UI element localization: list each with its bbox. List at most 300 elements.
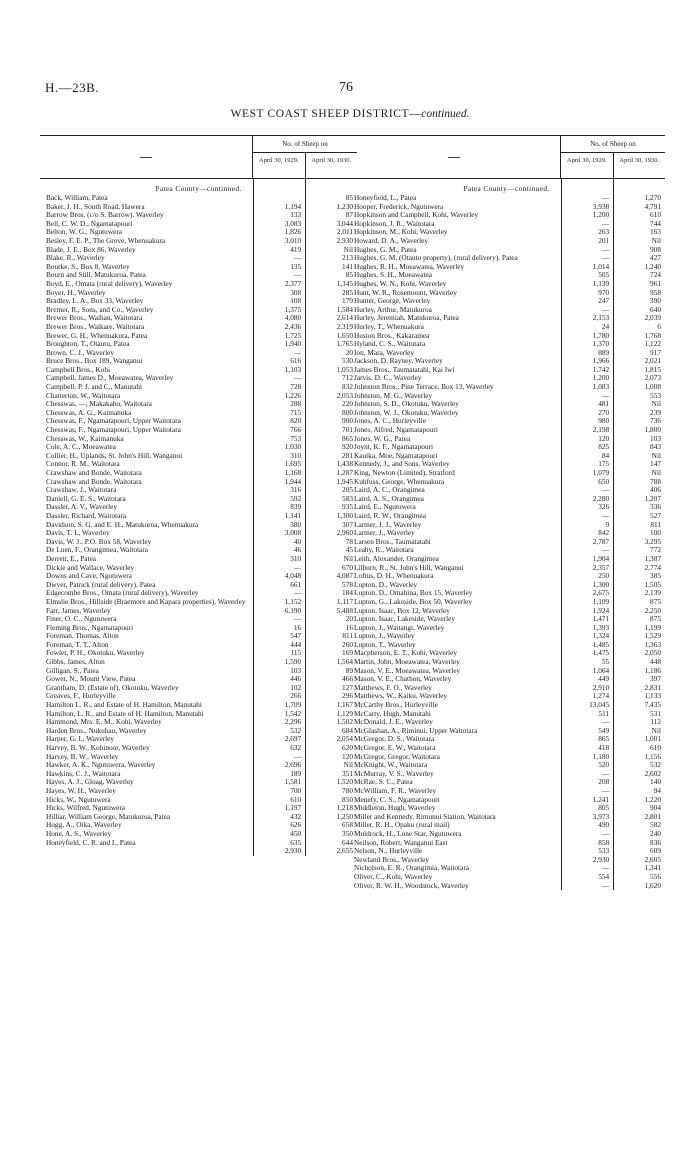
sheep-1929: 308 [290, 287, 302, 297]
sheep-1930: 811 [342, 631, 353, 641]
sheep-1929: — [293, 253, 302, 263]
sheep-1929: — [601, 244, 610, 254]
sheep-1929: 1,826 [284, 227, 302, 237]
owner-name: Matthews, F. O., Waverley [354, 682, 432, 692]
right-table [348, 135, 665, 890]
owner-name: Boyer, H., Waverley [46, 287, 106, 297]
owner-name: Nelson, N., Hurleyville [354, 846, 423, 856]
sheep-1930: 1,438 [336, 459, 353, 469]
sheep-1929: 3,083 [284, 218, 302, 228]
sheep-1929: 2,697 [284, 734, 302, 744]
owner-name: Oliver, C., Kohi, Waverley [354, 871, 433, 881]
sheep-1929: — [601, 863, 610, 873]
sheep-1930: 1,129 [336, 708, 353, 718]
sheep-1930: 1,800 [644, 425, 661, 435]
sheep-1929: 4,080 [284, 313, 302, 323]
sheep-1930: 2,655 [336, 846, 353, 856]
sheep-1930: 1,945 [336, 476, 353, 486]
sheep-1929: 432 [290, 811, 302, 821]
owner-name: Bourn and Still, Matukuroa, Patea [46, 270, 146, 280]
sheep-1930: Nil [343, 553, 353, 563]
sheep-1930: 736 [650, 416, 661, 426]
sheep-1930: 875 [650, 596, 661, 606]
owner-name: Crawshaw and Bonde, Waitotara [46, 476, 142, 486]
sheep-1929: 532 [290, 725, 302, 735]
owner-name: Broughton, T., Otautu, Patea [46, 339, 130, 349]
sheep-1929: 13,045 [589, 700, 610, 710]
owner-name: Hayes, W. H., Waverley [46, 785, 117, 795]
owner-name: Elmslie Bros., Hillside (Braemore and Kapara properties), Waverley [46, 596, 246, 606]
sheep-1930: 1,584 [336, 304, 353, 314]
owner-name: Connor, R. M., Waitotara [46, 459, 120, 469]
owner-name: Jones, A. C., Hurleyville [354, 416, 426, 426]
sheep-1929: 2,930 [284, 846, 302, 856]
sheep-1929: 700 [290, 785, 302, 795]
sheep-1929: 2,153 [592, 313, 610, 323]
sheep-1930: 670 [342, 562, 353, 572]
sheep-1930: 556 [650, 871, 661, 881]
sheep-1930: 220 [342, 399, 353, 409]
owner-name: Gibbs, James, Alton [46, 657, 105, 667]
sheep-1929: 135 [290, 261, 302, 271]
owner-name: Hicks, Wilfred, Ngutuwera [46, 803, 126, 813]
owner-name: Lilburn, R., St. John's Hill, Wanganui [354, 562, 464, 572]
sheep-1930: 1,008 [644, 382, 661, 392]
sheep-1929: 610 [290, 794, 302, 804]
owner-name: Menefy, C. S., Ngamatapouri [354, 794, 440, 804]
sheep-1930: 20 [345, 614, 353, 624]
owner-name: Fleming Bros., Ngamatapouri [46, 622, 134, 632]
owner-name: Chesswas, F., Ngamatapouri, Upper Waitotara [46, 416, 181, 426]
sheep-1929: 103 [290, 665, 302, 675]
sheep-1930: 6 [657, 321, 661, 331]
sheep-1929: 115 [290, 648, 302, 658]
sheep-1929: 1,139 [592, 278, 610, 288]
sheep-1929: 1,966 [592, 356, 610, 366]
sheep-1930: 920 [342, 442, 353, 452]
sheep-1930: 832 [342, 382, 353, 392]
owner-name: Hunter, George, Waverley [354, 296, 431, 306]
owner-name: Belton, W. G., Ngutuwera [46, 227, 123, 237]
owner-name: Hopkinson, M., Kohi, Waverley [354, 227, 448, 237]
sheep-1929: 24 [601, 321, 610, 331]
sheep-1930: 2,073 [644, 373, 661, 383]
sheep-1929: 1,241 [592, 794, 610, 804]
sheep-1929: 316 [290, 485, 302, 495]
sheep-1929: 1,709 [284, 700, 302, 710]
owner-name: Bruce Bros., Box 189, Wanganui [46, 356, 143, 366]
owner-name: Dickie and Wallace, Waverley [46, 562, 135, 572]
sheep-1929: 1,485 [592, 639, 610, 649]
sheep-1930: 205 [342, 485, 353, 495]
owner-name: Hunt, W. R., Rosemount, Waverley [354, 287, 457, 297]
sheep-1930: Nil [343, 760, 353, 770]
sheep-1929: 1,180 [592, 751, 610, 761]
owner-name: Jackson, D. Rayney, Waverley [354, 356, 443, 366]
sheep-1930: 531 [650, 708, 661, 718]
sheep-1929: — [601, 828, 610, 838]
owner-name: Hyland, C. S., Waitotara [354, 339, 426, 349]
owner-name: McCarthy Bros., Hurleyville [354, 700, 438, 710]
sheep-1930: 336 [650, 502, 661, 512]
owner-name: Hogg, A., Oika, Waverley [46, 820, 122, 830]
owner-name: Chesswas, W., Kaimanuka [46, 433, 124, 443]
sheep-1929: 661 [290, 579, 302, 589]
owner-name: King, Newton (Limited), Stratford [354, 468, 455, 477]
sheep-1929: 1,542 [284, 708, 302, 718]
sheep-1930: 390 [650, 296, 661, 306]
sheep-1930: 1,167 [336, 700, 353, 710]
owner-name: McKnight, W., Waitotara [354, 760, 428, 770]
owner-name: Gower, N., Mount View, Patea [46, 674, 136, 684]
owner-name: Farr, James, Waverley [46, 605, 111, 615]
sheep-1929: 554 [598, 871, 610, 881]
owner-name: Nicholson, E. R., Orangimia, Waitotara [354, 863, 469, 873]
owner-name: Neilson, Robert, Wanganui East [354, 837, 448, 847]
sheep-1930: 1,345 [336, 278, 353, 288]
sheep-1930: 5,488 [336, 605, 353, 615]
sheep-1929: 446 [290, 674, 302, 684]
sheep-1930: 184 [342, 588, 353, 598]
sheep-1930: 712 [342, 373, 353, 383]
sheep-1929: 2,280 [592, 493, 610, 503]
owner-name: Brewer Bros., Waikare, Waitotara [46, 321, 145, 331]
sheep-1930: 20 [345, 347, 353, 357]
sheep-1930: 397 [650, 674, 661, 684]
sheep-1929: 1,197 [284, 803, 302, 813]
owner-name: Lupton, G., Lakeside, Box 50, Waverley [354, 596, 473, 606]
sheep-1930: 850 [342, 794, 353, 804]
sheep-1929: 1,141 [284, 510, 302, 520]
sheep-1929: 2,436 [284, 321, 302, 331]
owner-name: Baker, J. H., South Road, Hawera [46, 201, 145, 211]
sheep-1929: 310 [290, 553, 302, 563]
sheep-1930: 532 [650, 760, 661, 770]
owner-name: McGregor, Gregor, Waitotara [354, 751, 440, 761]
sheep-1930: 89 [345, 665, 353, 675]
sheep-1930: Nil [651, 450, 661, 460]
sheep-1929: 632 [290, 743, 302, 752]
sheep-1929: 616 [290, 356, 302, 366]
sheep-1929: 133 [290, 210, 302, 220]
sheep-1930: 85 [345, 193, 353, 202]
owner-name: Bourke, S., Box 8, Waverley [46, 261, 130, 271]
sheep-1929: 1,152 [284, 596, 302, 606]
sheep-1930: 1,122 [644, 339, 661, 349]
sheep-1929: 1,200 [592, 373, 610, 383]
sheep-1930: 2,053 [336, 390, 353, 400]
owner-name: Honeyfield, L., Patea [354, 193, 417, 202]
owner-name: James Bros., Taumatatahi, Kai Iwi [354, 364, 455, 374]
owner-name: Brewer, G. H., Whenuakura, Patea [46, 330, 148, 340]
owner-name: Campbell Bros., Kohi [46, 364, 111, 374]
sheep-1930: 2,602 [644, 768, 661, 778]
sheep-1929: — [601, 510, 610, 520]
sheep-1930: 2,021 [644, 356, 661, 366]
sheep-1930: 4,087 [336, 571, 353, 581]
sheep-1930: 684 [342, 725, 353, 735]
owner-name: Hughes, G. M. (Otauto property), (rural delivery), Patea [354, 253, 518, 263]
sheep-1930: 780 [342, 785, 353, 795]
sheep-1929: 1,109 [592, 596, 610, 606]
section-heading: Patea County—continued. [155, 184, 242, 193]
owner-name: Kauika, Moe, Ngamatapouri [354, 450, 438, 460]
sheep-1930: 610 [650, 743, 661, 752]
sheep-1929: 650 [598, 476, 610, 486]
sheep-1930: 620 [342, 743, 353, 752]
sheep-1930: 466 [342, 674, 353, 684]
sheep-1930: 427 [650, 253, 661, 263]
owner-name: Derrett, E., Patea [46, 553, 97, 563]
owner-name: Lupton, Isaac, Box 12, Waverley [354, 605, 450, 615]
sheep-1929: 1,944 [284, 476, 302, 486]
sheep-1929: 2,357 [592, 562, 610, 572]
sheep-1929: 189 [290, 768, 302, 778]
owner-name: Crawshaw and Bonde, Waitotara [46, 468, 142, 477]
owner-name: Lupton, D., Waverley [354, 579, 418, 589]
sheep-1930: 1,387 [644, 553, 661, 563]
sheep-1929: 753 [290, 433, 302, 443]
owner-name: Martin, John, Moeawatea, Waverley [354, 657, 460, 667]
sheep-1929: 2,787 [592, 536, 610, 546]
owner-name: Dassler, Richard, Waitotara [46, 510, 127, 520]
sheep-1930: 1,768 [644, 330, 661, 340]
owner-name: McCarty, Hugh, Manutahi [354, 708, 431, 718]
sheep-1929: 1,475 [592, 648, 610, 658]
sheep-1929: 1,014 [592, 261, 610, 271]
owner-name: Daniell, G. E. S., Waitotara [46, 493, 126, 503]
sheep-1929: — [601, 880, 610, 890]
owner-name: Lupton, J., Waitangi, Waverley [354, 622, 445, 632]
sheep-1930: 1,650 [336, 330, 353, 340]
owner-name: Blake, R., Waverley [46, 253, 105, 263]
sheep-1929: 247 [598, 296, 610, 306]
sheep-1930: 582 [650, 820, 661, 830]
owner-name: Gilligan, S., Patea [46, 665, 99, 675]
sheep-1930: 127 [342, 682, 353, 692]
owner-name: Hicks, W., Ngutuwera [46, 794, 111, 804]
col-1929-heading: April 30, 1929. [566, 157, 607, 164]
sheep-1929: 1,471 [592, 614, 610, 624]
sheep-1929: — [293, 751, 302, 761]
sheep-1930: 958 [650, 287, 661, 297]
sheep-1930: 147 [650, 459, 661, 469]
sheep-1929: 1,030 [284, 442, 302, 452]
sheep-1930: 78 [345, 536, 353, 546]
sheep-1930: 1,520 [336, 777, 353, 787]
sheep-1930: 1,529 [644, 631, 661, 641]
sheep-1930: 875 [650, 614, 661, 624]
sheep-1929: 380 [290, 519, 302, 529]
owner-name: Foreman, Thomas, Alton [46, 631, 119, 641]
table-row [40, 839, 357, 848]
sheep-1929: 1,904 [592, 553, 610, 563]
sheep-1930: 179 [342, 296, 353, 306]
sheep-1930: 239 [650, 407, 661, 417]
sheep-1930: 87 [345, 210, 353, 220]
owner-name: Bremer, R., Sons, and Co., Waverley [46, 304, 154, 314]
owner-name: Johnston, M. G., Waverley [354, 390, 433, 400]
owner-name: McGregor, E. W., Waitotara [354, 743, 436, 752]
owner-name: Davidson, S. G. and E. H., Matukuroa, Whenuakura [46, 519, 199, 529]
sheep-1929: 3,973 [592, 811, 610, 821]
sheep-1929: 288 [290, 399, 302, 409]
sheep-1929: 1,581 [284, 777, 302, 787]
owner-name: Finer, O. C., Ngutuwera [46, 614, 117, 624]
sheep-1930: 644 [342, 837, 353, 847]
sheep-1930: 640 [650, 304, 661, 314]
sheep-1929: 980 [598, 416, 610, 426]
sheep-1930: 961 [650, 278, 661, 288]
sheep-1929: 16 [293, 622, 302, 632]
sheep-1930: 744 [650, 218, 661, 228]
sheep-1930: 103 [650, 433, 661, 443]
owner-name: Chesswas, F., Ngamatapouri, Upper Waitotara [46, 425, 181, 435]
sheep-1929: 1,079 [592, 468, 610, 477]
sheep-1929: 1,375 [284, 304, 302, 314]
sheep-1929: 865 [598, 734, 610, 744]
owner-name: Lupton, J., Waverley [354, 631, 415, 641]
owner-name: Howard, D. A., Waverley [354, 235, 429, 245]
owner-name: Bradley, L. A., Box 33, Waverley [46, 296, 144, 306]
sheep-1929: 1,200 [592, 210, 610, 220]
sheep-1929: — [293, 373, 302, 383]
owner-name: McDonald, J. E., Waverley [354, 717, 433, 727]
owner-name: Joynt, K. F., Ngamatapouri [354, 442, 434, 452]
owner-name: McGlashan, A., Riminui, Upper Waitotara [354, 725, 478, 735]
sheep-1929: 1,370 [592, 339, 610, 349]
sheep-1930: 94 [653, 785, 661, 795]
owner-name: Hughes, R. H., Moeawatea, Waverley [354, 261, 465, 271]
left-table-header [40, 135, 357, 179]
sheep-1930: 908 [650, 244, 661, 254]
sheep-1930: 800 [342, 407, 353, 417]
owner-name: Davis, W. J., P.O. Box 58, Waverley [46, 536, 152, 546]
sheep-1929: 715 [290, 407, 302, 417]
sheep-1930: 85 [345, 270, 353, 280]
sheep-1929: 84 [601, 450, 610, 460]
owner-name: Besley, F. E. P., The Grove, Whenuakura [46, 235, 166, 245]
owner-name: De Luen, F., Orangimea, Waitotara [46, 545, 149, 555]
sheep-1929: — [601, 193, 610, 202]
sheep-1930: 296 [342, 691, 353, 701]
owner-name: Jones, Alfred, Ngamatapouri [354, 425, 438, 435]
sheep-1929: 549 [598, 725, 610, 735]
sheep-1929: 1,780 [592, 330, 610, 340]
sheep-1929: 1,194 [284, 201, 302, 211]
sheep-1929: 825 [598, 442, 610, 452]
sheep-1930: 527 [650, 510, 661, 520]
owner-name: Hawker, A. K., Ngutuwera, Waverley [46, 760, 156, 770]
owner-name: Kennedy, J., and Sons, Waverley [354, 459, 450, 469]
sheep-1929: — [293, 562, 302, 572]
sheep-1929: — [601, 253, 610, 263]
sheep-1929: 805 [598, 803, 610, 813]
sheep-1929: 175 [598, 459, 610, 469]
sheep-count-heading: No. of Sheep on [561, 136, 665, 153]
sheep-1930: 1,341 [644, 863, 661, 873]
owner-name: Hughes, S. H., Moeawatea [354, 270, 433, 280]
sheep-1929: 1,324 [592, 631, 610, 641]
owner-name: McWilliam, F. R., Waverley [354, 785, 437, 795]
sheep-1929: 6,190 [284, 605, 302, 615]
sheep-1929: 102 [290, 682, 302, 692]
sheep-1930: 351 [342, 768, 353, 778]
owner-name: Laird, A. S., Orangimea [354, 493, 424, 503]
sheep-1930: 2,139 [644, 588, 661, 598]
owner-name: Lupton, D., Omahina, Box 15, Waverley [354, 588, 473, 598]
owner-name: Dwyer, Patrick (rural delivery), Patea [46, 579, 156, 589]
right-table-header [348, 135, 665, 179]
sheep-1929: 2,675 [592, 588, 610, 598]
owner-name: Dassler, A. V., Waverley [46, 502, 118, 512]
sheep-1930: 16 [345, 622, 353, 632]
sheep-1929: 3,008 [284, 528, 302, 538]
sheep-1930: 865 [342, 433, 353, 443]
owner-name: Hone, A. S., Waverley [46, 828, 112, 838]
sheep-1930: 163 [650, 227, 661, 237]
owner-name: Barrow Bros. (c/o S. Barrow), Waverley [46, 210, 164, 220]
owner-name: Edgecombe Bros., Omata (rural delivery), Waverley [46, 588, 199, 598]
sheep-1930: 2,319 [336, 321, 353, 331]
sheep-1930: 1,564 [336, 657, 353, 667]
sheep-1930: 724 [650, 270, 661, 280]
owner-name: Brown, C. J., Waverley [46, 347, 114, 357]
owner-name: Loftus, D. H., Whenuakura [354, 571, 434, 581]
sheep-1930: 1,502 [336, 717, 353, 727]
sheep-1929: 310 [290, 450, 302, 460]
sheep-1930: 141 [342, 261, 353, 271]
sheep-1930: Nil [651, 468, 661, 477]
sheep-1929: 250 [598, 571, 610, 581]
title-continued: continued. [421, 108, 470, 120]
sheep-1929: 2,910 [592, 682, 610, 692]
sheep-1929: 4,048 [284, 571, 302, 581]
sheep-1929: — [601, 768, 610, 778]
sheep-1930: 553 [650, 390, 661, 400]
sheep-1930: 1,156 [644, 751, 661, 761]
sheep-1929: 1,924 [592, 605, 610, 615]
owner-name: Lupton, T., Waverley [354, 639, 416, 649]
owner-name: Larmer, J., Waverley [354, 528, 415, 538]
table-row [348, 882, 665, 891]
owner-name: Bell, C. W. D., Ngamatapouri [46, 218, 133, 228]
section-heading: Patea County—continued. [463, 184, 550, 193]
owner-name: Blade, J. E., Box 86, Waverley [46, 244, 136, 254]
sheep-1930: 904 [650, 803, 661, 813]
sheep-1930: 100 [650, 528, 661, 538]
owner-name: Miller, R. H., Opaku (rural mail) [354, 820, 450, 830]
owner-name: Matthews, W., Kaiku, Waverley [354, 691, 448, 701]
left-table [40, 135, 357, 856]
sheep-1930: 609 [650, 846, 661, 856]
sheep-1930: 1,300 [336, 510, 353, 520]
sheep-1930: 1,620 [644, 880, 661, 890]
owner-name: Hooper, Frederick, Ngutuwera [354, 201, 444, 211]
sheep-1929: 839 [290, 502, 302, 512]
owner-name: Chesswas, —, Makakaho, Waitotara [46, 399, 152, 409]
sheep-1930: 1,117 [336, 596, 353, 606]
sheep-1929: — [601, 390, 610, 400]
sheep-1930: 2,774 [644, 562, 661, 572]
sheep-1929: 2,198 [592, 425, 610, 435]
sheep-1929: 266 [290, 691, 302, 701]
sheep-1929: 728 [290, 382, 302, 392]
sheep-1930: 169 [342, 648, 353, 658]
sheep-1930: Nil [651, 725, 661, 735]
sheep-1930: 448 [650, 657, 661, 667]
owner-name: Larsen Bros., Taumatatahi [354, 536, 431, 546]
